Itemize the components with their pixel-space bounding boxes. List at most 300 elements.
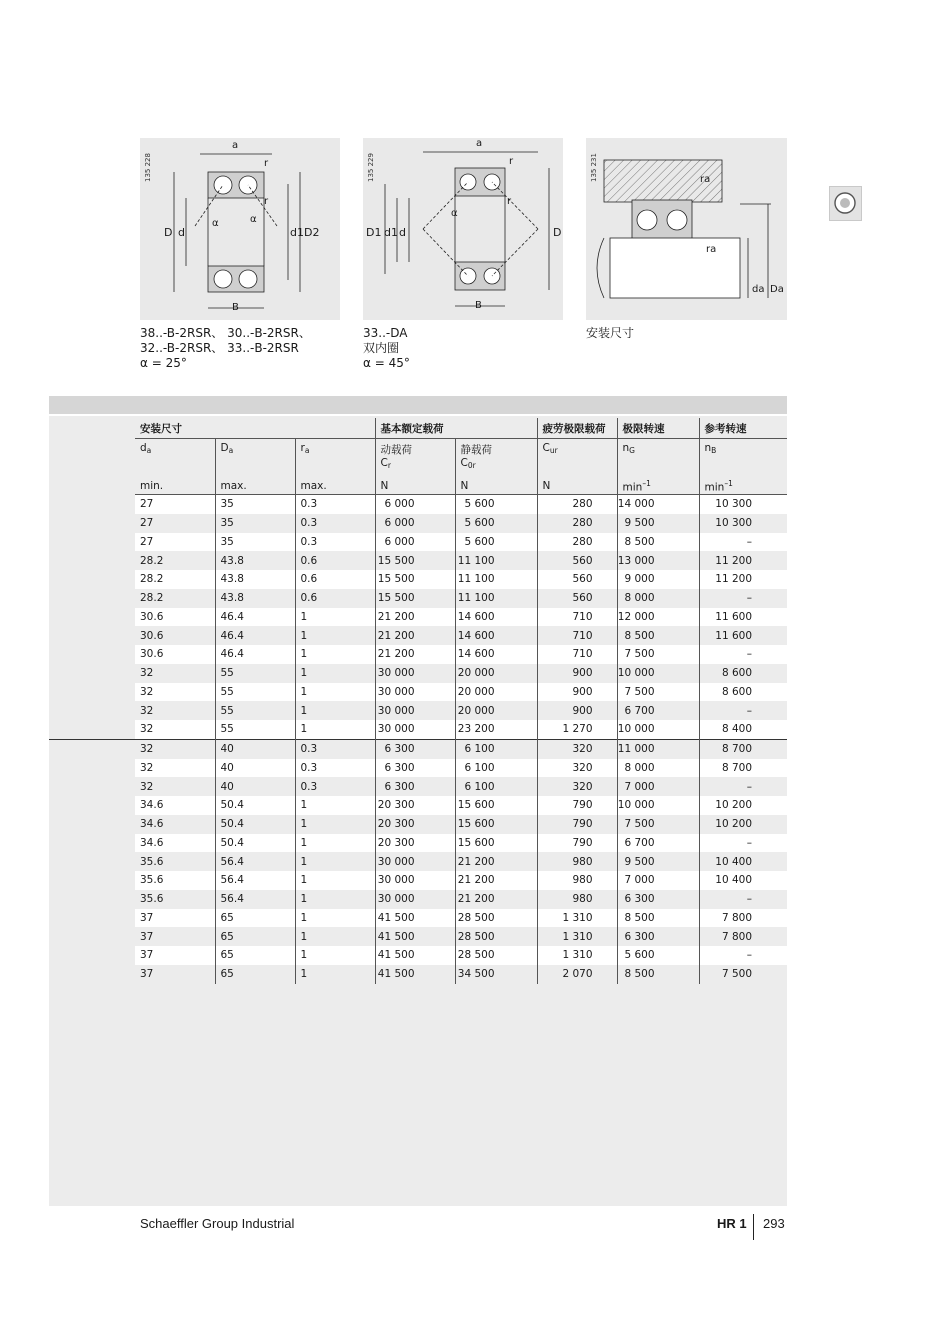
table-cell: 20 000 [455, 701, 537, 720]
table-cell: 710 [537, 645, 617, 664]
table-cell: 50.4 [215, 815, 295, 834]
table-cell: 32 [135, 777, 215, 796]
dim-B-label: B [475, 300, 482, 311]
catalog-code: HR 1 [717, 1216, 747, 1231]
table-unit-row [49, 478, 787, 495]
table-cell: 320 [537, 777, 617, 796]
table-cell: 790 [537, 815, 617, 834]
figure-caption-1 [140, 326, 311, 371]
bearing-drawing-2 [363, 138, 563, 320]
table-cell: 1 270 [537, 720, 617, 739]
table-row [49, 589, 787, 608]
table-cell: 50.4 [215, 834, 295, 853]
table-cell: 1 310 [537, 927, 617, 946]
caption-line: α = 45° [363, 356, 410, 370]
dynamic-load-symbol: 动载荷 $C_r$ [375, 439, 455, 479]
table-cell: 1 [295, 645, 375, 664]
table-cell: 41 500 [375, 909, 455, 928]
nG-unit: $\min^{-1}$ [617, 478, 699, 495]
table-cell: 35.6 [135, 890, 215, 909]
table-cell: 6 300 [375, 777, 455, 796]
caption-line: 38..-B-2RSR、 30..-B-2RSR、 [140, 326, 311, 340]
table-cell: 27 [135, 495, 215, 514]
table-cell: 8 500 [617, 533, 699, 552]
dim-d-label: d [178, 226, 185, 239]
dim-d-label: d [399, 226, 406, 239]
table-cell: 30 000 [375, 871, 455, 890]
table-cell: 0.3 [295, 514, 375, 533]
dim-D1-label: D1 [366, 226, 382, 239]
row-lead [49, 551, 135, 570]
table-cell: 55 [215, 701, 295, 720]
table-cell: 15 600 [455, 796, 537, 815]
table-cell: 980 [537, 871, 617, 890]
table-cell: 46.4 [215, 608, 295, 627]
table-cell: 6 300 [375, 739, 455, 758]
dim-a-label: a [476, 138, 483, 149]
table-cell: 0.6 [295, 551, 375, 570]
publisher-name: Schaeffler Group Industrial [140, 1216, 295, 1231]
table-row [49, 720, 787, 739]
table-cell: 41 500 [375, 927, 455, 946]
table-row [49, 834, 787, 853]
table-cell: 40 [215, 759, 295, 778]
table-cell: 8 500 [617, 626, 699, 645]
table-cell: 14 600 [455, 608, 537, 627]
caption-line: 32..-B-2RSR、 33..-B-2RSR [140, 341, 299, 355]
table-cell: 320 [537, 739, 617, 758]
table-cell: 14 600 [455, 645, 537, 664]
dim-r-label-1: r [264, 158, 269, 169]
table-cell: 15 500 [375, 589, 455, 608]
table-cell: 30 000 [375, 720, 455, 739]
table-cell: 28.2 [135, 570, 215, 589]
table-cell: 32 [135, 683, 215, 702]
table-cell: 65 [215, 946, 295, 965]
table-cell: 55 [215, 683, 295, 702]
row-lead [49, 626, 135, 645]
table-cell: 30.6 [135, 626, 215, 645]
da-label: da [752, 284, 765, 295]
table-cell: 6 300 [617, 890, 699, 909]
table-cell: – [699, 533, 787, 552]
row-lead [49, 739, 135, 758]
table-row [49, 965, 787, 984]
basic-load-header: 基本额定载荷 [375, 418, 537, 439]
table-cell: 10 300 [699, 495, 787, 514]
figure-caption-2 [363, 326, 410, 371]
table-cell: 32 [135, 720, 215, 739]
table-cell: 280 [537, 533, 617, 552]
table-cell: 900 [537, 701, 617, 720]
table-cell: 46.4 [215, 626, 295, 645]
table-cell: 790 [537, 796, 617, 815]
row-lead [49, 533, 135, 552]
table-cell: 32 [135, 759, 215, 778]
table-cell: – [699, 946, 787, 965]
table-row [49, 664, 787, 683]
row-lead [49, 852, 135, 871]
table-cell: 30 000 [375, 701, 455, 720]
table-cell: 1 [295, 871, 375, 890]
table-row [49, 645, 787, 664]
caption-line: 安装尺寸 [586, 326, 635, 340]
row-lead [49, 514, 135, 533]
table-group-header-row [49, 418, 787, 439]
table-cell: 7 500 [617, 815, 699, 834]
table-cell: 21 200 [375, 645, 455, 664]
table-cell: 0.3 [295, 777, 375, 796]
dim-D-label: D [164, 226, 173, 239]
Da-symbol: $D_a$ [215, 439, 295, 479]
table-cell: 35 [215, 514, 295, 533]
table-cell: 20 000 [455, 664, 537, 683]
table-cell: 50.4 [215, 796, 295, 815]
table-cell: 14 000 [617, 495, 699, 514]
table-cell: 11 100 [455, 589, 537, 608]
table-cell: 32 [135, 701, 215, 720]
table-cell: 28.2 [135, 589, 215, 608]
table-cell: 1 [295, 965, 375, 984]
table-cell: 10 000 [617, 720, 699, 739]
table-cell: 21 200 [455, 871, 537, 890]
table-cell: 1 [295, 834, 375, 853]
table-cell: 15 600 [455, 834, 537, 853]
table-cell: 280 [537, 514, 617, 533]
table-row [49, 495, 787, 514]
table-cell: 0.3 [295, 495, 375, 514]
table-cell: 10 400 [699, 871, 787, 890]
table-cell: 710 [537, 626, 617, 645]
figure-id-3: 135 231 [590, 153, 598, 182]
table-cell: 7 000 [617, 777, 699, 796]
table-cell: – [699, 589, 787, 608]
da-symbol: $d_a$ [135, 439, 215, 479]
limit-speed-header: 极限转速 [617, 418, 699, 439]
angle-alpha-label-1: α [212, 218, 219, 229]
row-lead [49, 834, 135, 853]
row-lead [49, 777, 135, 796]
ra-unit: max. [295, 478, 375, 495]
table-cell: 8 700 [699, 739, 787, 758]
row-lead [49, 815, 135, 834]
table-cell: 6 000 [375, 514, 455, 533]
table-cell: – [699, 645, 787, 664]
mounting-drawing [586, 138, 787, 320]
table-cell: 27 [135, 533, 215, 552]
table-cell: 37 [135, 946, 215, 965]
row-lead [49, 890, 135, 909]
dim-D2-label: D2 [304, 226, 320, 239]
bearing-data-table [49, 418, 787, 984]
table-cell: 21 200 [455, 852, 537, 871]
table-cell: 56.4 [215, 852, 295, 871]
da-unit: min. [135, 478, 215, 495]
angle-alpha-label: α [451, 208, 458, 219]
table-cell: 7 000 [617, 871, 699, 890]
table-cell: 900 [537, 664, 617, 683]
table-cell: 30 000 [375, 683, 455, 702]
table-cell: 790 [537, 834, 617, 853]
figure-id-2: 135 229 [367, 153, 375, 182]
row-lead [49, 759, 135, 778]
table-cell: 8 500 [617, 965, 699, 984]
table-cell: 980 [537, 852, 617, 871]
mount-dimensions-header: 安装尺寸 [135, 418, 375, 439]
limit-speed-symbol: $n_G$ [617, 439, 699, 479]
table-row [49, 927, 787, 946]
table-cell: 15 500 [375, 551, 455, 570]
table-cell: 11 600 [699, 626, 787, 645]
angle-alpha-label-2: α [250, 214, 257, 225]
dim-r-label-1: r [509, 156, 514, 167]
row-lead [49, 495, 135, 514]
table-cell: 10 400 [699, 852, 787, 871]
row-lead [49, 871, 135, 890]
table-row [49, 852, 787, 871]
dim-d1-label: d1 [384, 226, 398, 239]
table-cell: 8 000 [617, 589, 699, 608]
table-cell: 8 500 [617, 909, 699, 928]
caption-line: 双内圈 [363, 341, 400, 355]
table-cell: 1 [295, 626, 375, 645]
table-cell: 11 100 [455, 551, 537, 570]
table-cell: 8 700 [699, 759, 787, 778]
table-cell: 30 000 [375, 664, 455, 683]
table-cell: 980 [537, 890, 617, 909]
table-cell: 21 200 [455, 890, 537, 909]
table-cell: 65 [215, 965, 295, 984]
C0r-unit: N [455, 478, 537, 495]
table-cell: 280 [537, 495, 617, 514]
table-cell: 56.4 [215, 871, 295, 890]
table-row [49, 759, 787, 778]
row-lead [49, 645, 135, 664]
table-cell: 10 200 [699, 815, 787, 834]
table-cell: 320 [537, 759, 617, 778]
row-lead [49, 909, 135, 928]
dim-D-label: D [553, 226, 562, 239]
Cr-unit: N [375, 478, 455, 495]
caption-line: 33..-DA [363, 326, 408, 340]
table-cell: 43.8 [215, 551, 295, 570]
table-cell: – [699, 834, 787, 853]
dim-d1-label: d1 [290, 226, 304, 239]
table-cell: 34.6 [135, 796, 215, 815]
table-cell: 6 000 [375, 533, 455, 552]
table-cell: 30 000 [375, 890, 455, 909]
fatigue-load-header: 疲劳极限载荷 [537, 418, 617, 439]
table-cell: 23 200 [455, 720, 537, 739]
table-cell: 37 [135, 927, 215, 946]
table-cell: 28 500 [455, 909, 537, 928]
table-row [49, 909, 787, 928]
table-cell: 1 [295, 909, 375, 928]
Cur-unit: N [537, 478, 617, 495]
table-row [49, 890, 787, 909]
table-cell: 1 [295, 890, 375, 909]
table-header-band [49, 396, 787, 414]
row-lead [49, 570, 135, 589]
table-cell: 1 310 [537, 909, 617, 928]
table-cell: 0.3 [295, 759, 375, 778]
row-lead [49, 608, 135, 627]
table-cell: 8 400 [699, 720, 787, 739]
table-cell: 7 500 [617, 645, 699, 664]
figure-id-1: 135 228 [144, 153, 152, 182]
table-cell: 14 600 [455, 626, 537, 645]
table-cell: 11 600 [699, 608, 787, 627]
table-cell: 7 800 [699, 927, 787, 946]
table-cell: 11 100 [455, 570, 537, 589]
table-cell: 35.6 [135, 852, 215, 871]
table-cell: 9 500 [617, 852, 699, 871]
table-cell: 8 600 [699, 664, 787, 683]
row-lead [49, 946, 135, 965]
table-cell: 1 [295, 927, 375, 946]
table-cell: 27 [135, 514, 215, 533]
table-cell: 28.2 [135, 551, 215, 570]
table-cell: 1 [295, 608, 375, 627]
table-cell: 9 500 [617, 514, 699, 533]
table-cell: 0.3 [295, 533, 375, 552]
fatigue-load-symbol: $C_{ur}$ [537, 439, 617, 479]
table-cell: 900 [537, 683, 617, 702]
table-cell: 6 300 [617, 927, 699, 946]
table-cell: 560 [537, 589, 617, 608]
table-cell: 28 500 [455, 927, 537, 946]
table-cell: 5 600 [455, 495, 537, 514]
table-cell: 65 [215, 927, 295, 946]
row-lead [49, 589, 135, 608]
table-cell: 30.6 [135, 608, 215, 627]
table-cell: 12 000 [617, 608, 699, 627]
table-cell: 560 [537, 570, 617, 589]
table-cell: 7 800 [699, 909, 787, 928]
row-lead [49, 720, 135, 739]
table-cell: 5 600 [455, 514, 537, 533]
table-cell: 20 300 [375, 815, 455, 834]
table-cell: 1 [295, 796, 375, 815]
table-cell: – [699, 890, 787, 909]
table-cell: 11 200 [699, 570, 787, 589]
row-lead [49, 664, 135, 683]
table-cell: 8 600 [699, 683, 787, 702]
table-cell: – [699, 777, 787, 796]
table-cell: 41 500 [375, 965, 455, 984]
table-cell: 15 500 [375, 570, 455, 589]
table-cell: 5 600 [455, 533, 537, 552]
table-cell: 20 300 [375, 834, 455, 853]
table-cell: 15 600 [455, 815, 537, 834]
table-cell: 10 000 [617, 796, 699, 815]
table-cell: 6 300 [375, 759, 455, 778]
table-cell: 7 500 [699, 965, 787, 984]
bearing-drawing-1 [140, 138, 340, 320]
table-cell: 55 [215, 664, 295, 683]
table-cell: 30.6 [135, 645, 215, 664]
table-row [49, 815, 787, 834]
table-cell: 560 [537, 551, 617, 570]
Da-unit: max. [215, 478, 295, 495]
table-cell: 41 500 [375, 946, 455, 965]
table-cell: 1 [295, 815, 375, 834]
table-row [49, 777, 787, 796]
table-cell: 65 [215, 909, 295, 928]
table-cell: 1 [295, 852, 375, 871]
table-row [49, 796, 787, 815]
figure-caption-3 [586, 326, 634, 341]
table-cell: 40 [215, 739, 295, 758]
table-cell: 21 200 [375, 608, 455, 627]
row-lead [49, 796, 135, 815]
table-cell: 11 000 [617, 739, 699, 758]
bearing-thumbnail-icon [829, 186, 862, 221]
dim-r-label-2: r [264, 196, 269, 207]
table-cell: 56.4 [215, 890, 295, 909]
table-cell: 46.4 [215, 645, 295, 664]
caption-line: α = 25° [140, 356, 187, 370]
table-row [49, 946, 787, 965]
table-cell: 20 000 [455, 683, 537, 702]
table-cell: 8 000 [617, 759, 699, 778]
table-cell: 0.6 [295, 589, 375, 608]
table-cell: 1 [295, 683, 375, 702]
ra-symbol: $r_a$ [295, 439, 375, 479]
table-row [49, 701, 787, 720]
table-cell: 1 [295, 946, 375, 965]
table-row [49, 570, 787, 589]
row-lead [49, 965, 135, 984]
table-cell: 13 000 [617, 551, 699, 570]
table-cell: 11 200 [699, 551, 787, 570]
table-row [49, 871, 787, 890]
row-lead [49, 683, 135, 702]
table-cell: 5 600 [617, 946, 699, 965]
table-cell: 6 100 [455, 759, 537, 778]
table-cell: 43.8 [215, 589, 295, 608]
table-row [49, 739, 787, 758]
table-cell: 6 100 [455, 777, 537, 796]
table-row [49, 608, 787, 627]
nB-unit: $\min^{-1}$ [699, 478, 787, 495]
table-row [49, 683, 787, 702]
ra-label-2: ra [706, 244, 717, 255]
dim-r-label-2: r [507, 196, 512, 207]
table-cell: 1 310 [537, 946, 617, 965]
table-cell: 10 000 [617, 664, 699, 683]
Da-label: Da [770, 284, 784, 295]
table-cell: 32 [135, 664, 215, 683]
table-cell: 43.8 [215, 570, 295, 589]
table-cell: 20 300 [375, 796, 455, 815]
ra-label-1: ra [700, 174, 711, 185]
table-cell: 40 [215, 777, 295, 796]
table-cell: 6 000 [375, 495, 455, 514]
page-number: 293 [763, 1216, 785, 1231]
table-cell: 37 [135, 965, 215, 984]
reference-speed-header: 参考转速 [699, 418, 787, 439]
table-cell: 30 000 [375, 852, 455, 871]
reference-speed-symbol: $n_B$ [699, 439, 787, 479]
table-cell: 6 700 [617, 701, 699, 720]
table-cell: 1 [295, 664, 375, 683]
table-cell: 0.3 [295, 739, 375, 758]
table-cell: 35 [215, 533, 295, 552]
row-lead [49, 927, 135, 946]
table-row [49, 626, 787, 645]
table-cell: 9 000 [617, 570, 699, 589]
